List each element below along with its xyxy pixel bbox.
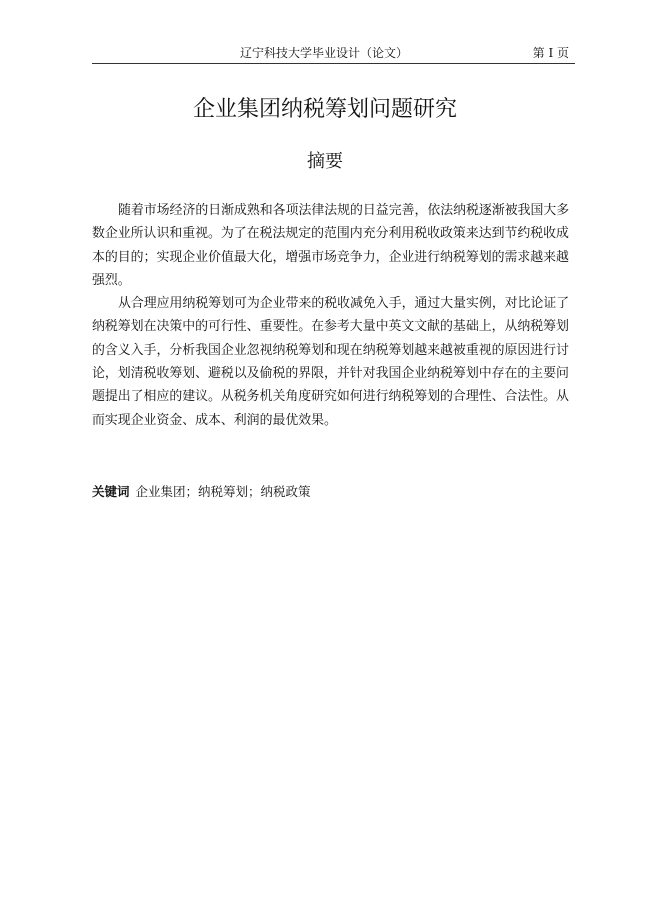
header-page-number: 第 I 页 — [532, 46, 569, 60]
abstract-body — [92, 199, 576, 432]
paragraph-line: 纳税筹划在决策中的可行性、重要性。在参考大量中英文文献的基础上，从纳税筹划 — [92, 319, 569, 335]
paragraph-line: 随着市场经济的日渐成熟和各项法律法规的日益完善，依法纳税逐渐被我国大多 — [118, 203, 570, 218]
header-title: 辽宁科技大学毕业设计（论文） — [240, 46, 409, 60]
abstract-heading: 摘要 — [307, 151, 343, 172]
keywords-value: 企业集团；纳税筹划；纳税政策 — [135, 484, 311, 499]
paragraph-line: 数企业所认识和重视。为了在税法规定的范围内充分利用税收政策来达到节约税收成 — [92, 226, 569, 242]
paragraph-line: 从合理应用纳税筹划可为企业带来的税收减免入手，通过大量实例，对比论证了 — [118, 296, 570, 312]
abstract-paragraph-1 — [92, 199, 576, 292]
abstract-paragraph-2 — [92, 292, 576, 432]
paragraph-line: 论，划清税收筹划、避税以及偷税的界限，并针对我国企业纳税筹划中存在的主要问 — [92, 366, 569, 382]
keywords-line — [92, 481, 311, 503]
document-title: 企业集团纳税筹划问题研究 — [192, 97, 457, 122]
keywords-label: 关键词 — [92, 484, 130, 499]
paragraph-line: 题提出了相应的建议。从税务机关角度研究如何进行纳税筹划的合理性、合法性。从 — [92, 389, 569, 405]
paragraph-line: 而实现企业资金、成本、利润的最优效果。 — [92, 412, 337, 428]
page-header — [92, 44, 575, 64]
paragraph-line: 本的目的；实现企业价值最大化，增强市场竞争力，企业进行纳税筹划的需求越来越 — [92, 249, 569, 265]
paragraph-line: 强烈。 — [92, 272, 131, 288]
paragraph-line: 的含义入手，分析我国企业忽视纳税筹划和现在纳税筹划越来越被重视的原因进行讨 — [92, 342, 569, 358]
